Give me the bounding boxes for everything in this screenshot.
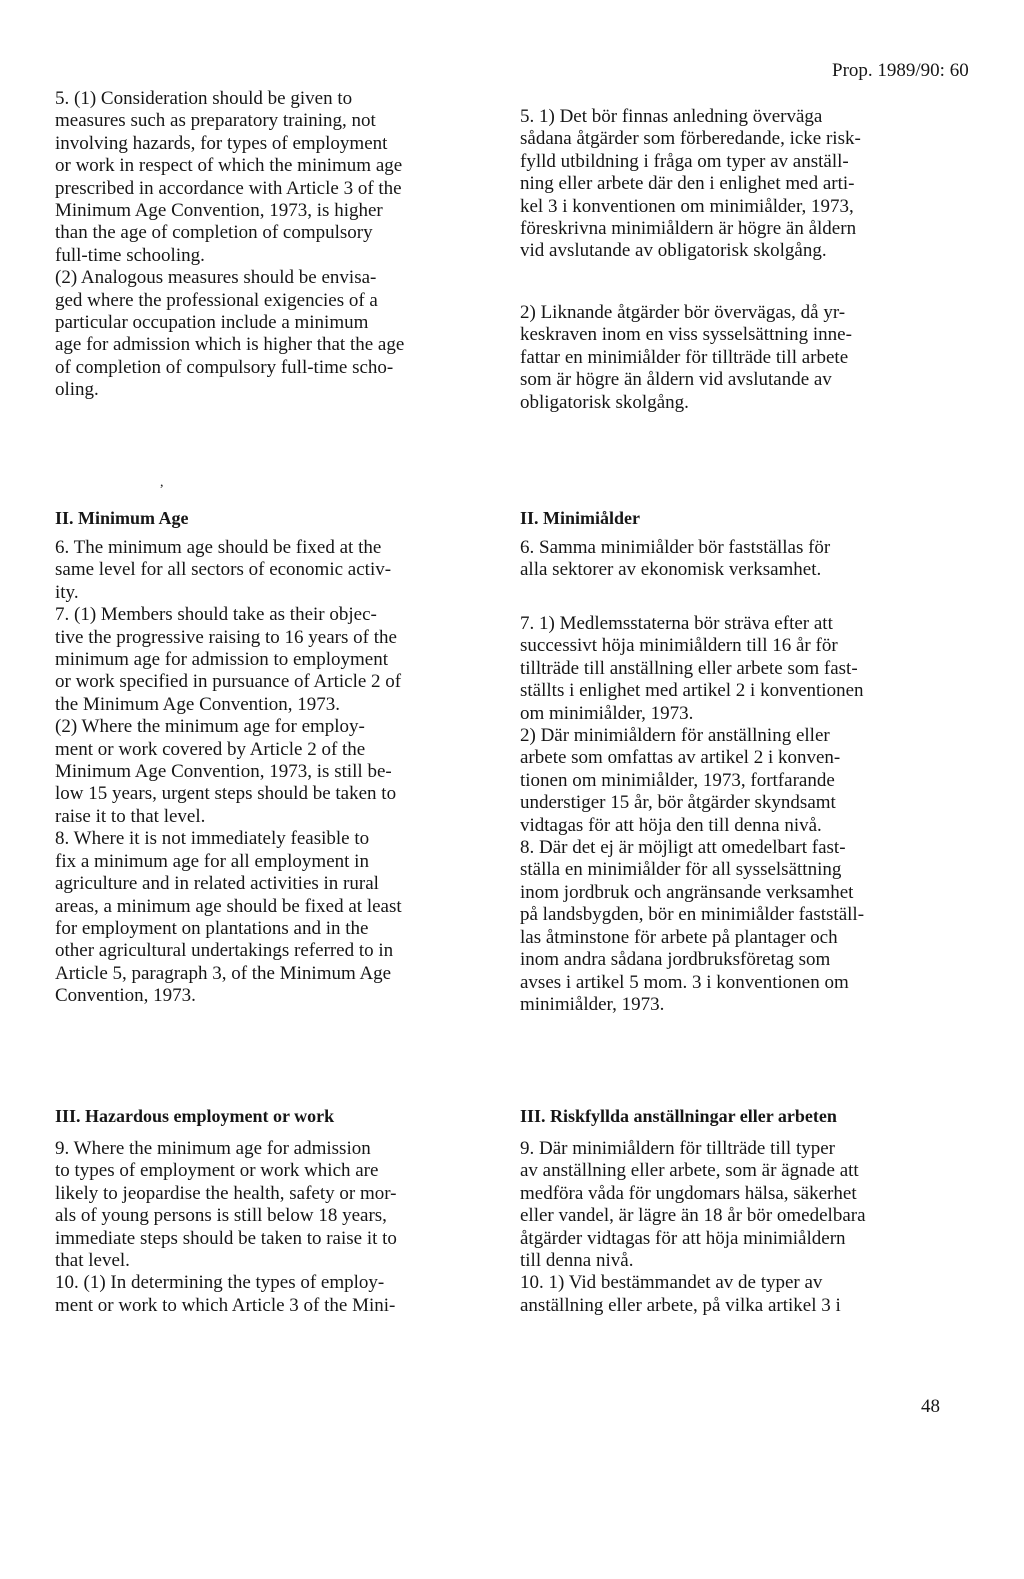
en-paragraphs-6-8: 6. The minimum age should be fixed at the same level for all sectors of economic activ- ity. 7. (1) Members should take as their objec- tive the progressive raising to 16 years of the minimum age for admission to employment or work specified in pursuance of Article 2 of the Minimum Age Convention, 1973. (2) Where the minimum age for employ- ment or work covered by Article 2 of the Minimum Age Convention, 1973, is still be- low 15 years, urgent steps should be taken to raise it to that level. 8. Where it is not immediately feasible to fix a minimum age for all employment in agriculture and in related activities in rural areas, a minimum age should be fixed at least for employment on plantations and in the other agricultural undertakings referred to in Article 5, paragraph 3, of the Minimum Age Convention, 1973. <box>55 537 402 1007</box>
sv-paragraph-5-2: 2) Liknande åtgärder bör övervägas, då yr- keskraven inom en viss sysselsättning inne- fattar en minimiålder för tillträde till arbete som är högre än åldern vid avslutande av obligatorisk skolgång. <box>520 302 852 413</box>
en-paragraphs-9-10: 9. Where the minimum age for admission to types of employment or work which are likely to jeopardise the health, safety or mor- als of young persons is still below 18 years, immediate steps should be taken to raise it to that level. 10. (1) In determining the types of employ- ment or work to which Article 3 of the Mini- <box>55 1138 397 1316</box>
en-heading-minimum-age: II. Minimum Age <box>55 508 189 528</box>
sv-paragraph-6: 6. Samma minimiålder bör fastställas för alla sektorer av ekonomisk verksamhet. <box>520 537 831 581</box>
sv-paragraphs-7-8: 7. 1) Medlemsstaterna bör sträva efter att successivt höja minimiåldern till 16 år för tillträde till anställning eller arbete som fast- ställts i enlighet med artikel 2 i konventionen om minimiålder, 1973. 2) Där minimiåldern för anställning eller arbete som omfattas av artikel 2 i konven- tionen om minimiålder, 1973, fortfarande understiger 15 år, bör åtgärder skyndsamt vidtagas för att höja den till denna nivå. 8. Där det ej är möjligt att omedelbart fast- ställa en minimiålder för all sysselsättning inom jordbruk och angränsande verksamhet på landsbygden, bör en minimiålder fastställ- las åtminstone för arbete på plantager och inom andra sådana jordbruksföretag som avses i artikel 5 mom. 3 i konventionen om minimiålder, 1973. <box>520 613 865 1015</box>
sv-paragraph-5: 5. 1) Det bör finnas anledning överväga sådana åtgärder som förberedande, icke risk- fylld utbildning i fråga om typer av anställ- ning eller arbete där den i enlighet med arti- kel 3 i konventionen om minimiålder, 1973, föreskrivna minimiåldern är högre än åldern vid avslutande av obligatorisk skolgång. <box>520 106 861 262</box>
en-paragraph-5: 5. (1) Consideration should be given to measures such as preparatory training, not involving hazards, for types of employment or work in respect of which the minimum age prescribed in accordance with Article 3 of the Minimum Age Convention, 1973, is higher than the age of completion of compulsory full-time schooling. (2) Analogous measures should be envisa- ged where the professional exigencies of a particular occupation include a minimum age for admission which is higher that the age of completion of compulsory full-time scho- oling. <box>55 88 405 401</box>
stray-mark: , <box>160 475 164 490</box>
en-heading-hazardous-employment: III. Hazardous employment or work <box>55 1106 335 1126</box>
sv-paragraphs-9-10: 9. Där minimiåldern för tillträde till typer av anställning eller arbete, som är ägnade att medföra våda för ungdomars hälsa, säkerhet eller vandel, är lägre än 18 år bör omedelbara åtgärder vidtagas för att höja minimiåldern till denna nivå. 10. 1) Vid bestämmandet av de typer av anställning eller arbete, på vilka artikel 3 i <box>520 1138 866 1316</box>
sv-heading-riskfyllda: III. Riskfyllda anställningar eller arbeten <box>520 1106 837 1126</box>
sv-heading-minimialder: II. Minimiålder <box>520 508 640 528</box>
page-reference: Prop. 1989/90: 60 <box>832 60 969 81</box>
page-number: 48 <box>921 1396 940 1417</box>
